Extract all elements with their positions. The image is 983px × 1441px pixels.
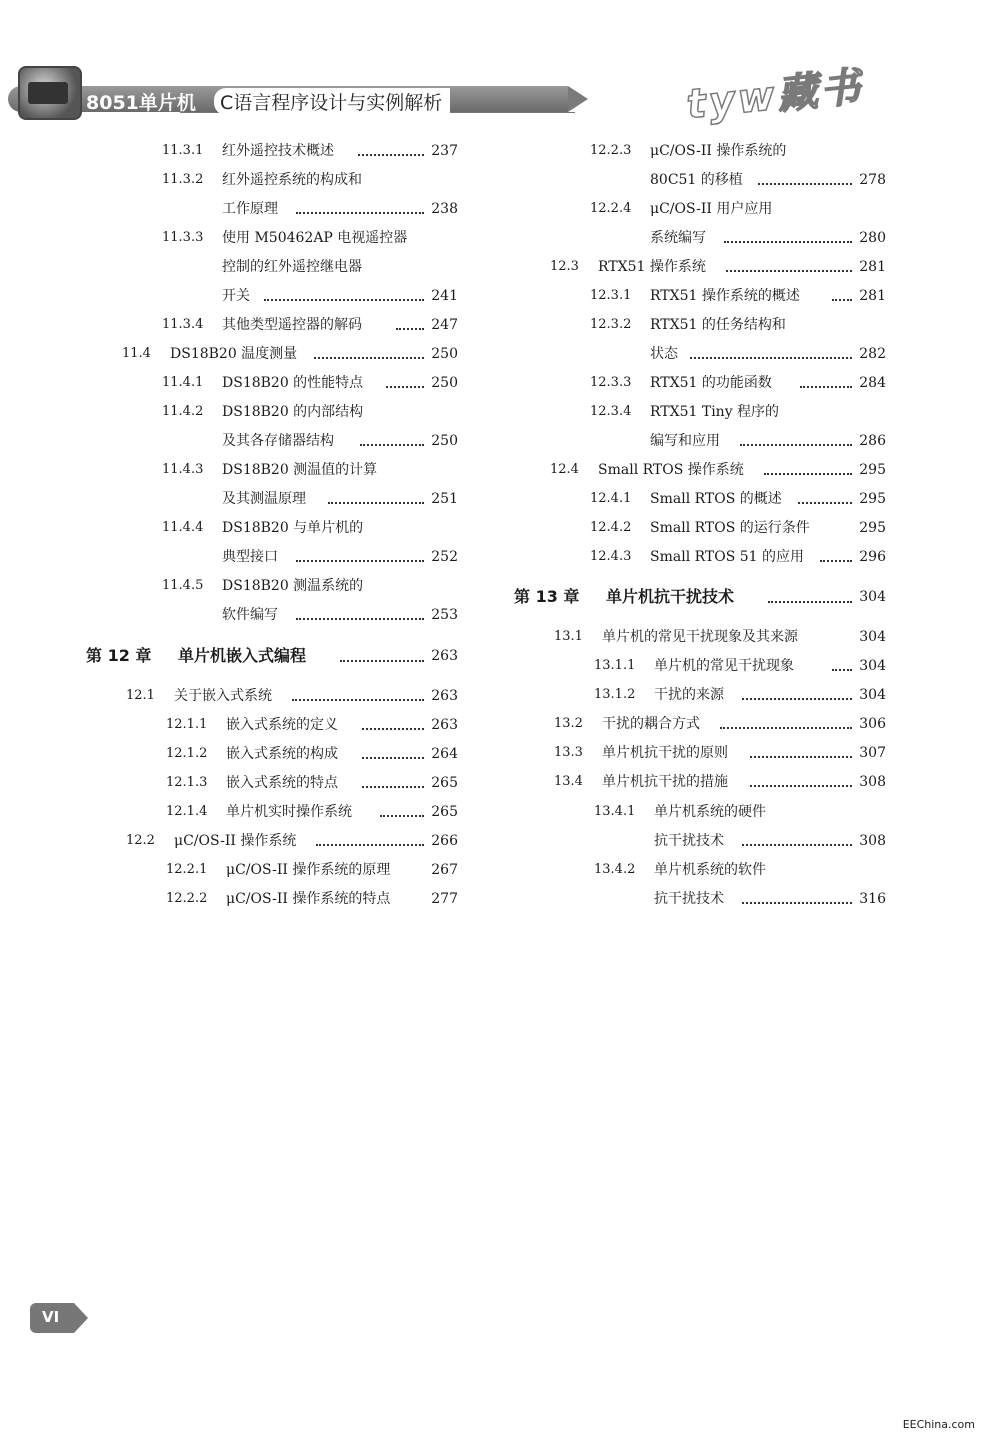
toc-entry[interactable]: 12.3.3 RTX51 的功能函数 284 — [590, 372, 886, 394]
toc-entry[interactable]: 及其测温原理 251 — [162, 488, 458, 510]
toc-entry[interactable]: 编写和应用 286 — [590, 430, 886, 452]
chip-board-icon — [18, 66, 82, 120]
toc-entry[interactable]: 12.4.2 Small RTOS 的运行条件 295 — [590, 520, 886, 536]
toc-entry[interactable]: 11.4.2 DS18B20 的内部结构 — [162, 404, 364, 420]
toc-entry[interactable]: 80C51 的移植 278 — [590, 169, 886, 191]
toc-entry[interactable]: 11.3.2 红外遥控系统的构成和 — [162, 172, 362, 188]
toc-entry[interactable]: 12.1 关于嵌入式系统 263 — [126, 685, 458, 707]
page-header — [0, 62, 580, 120]
chapter-entry[interactable]: 第 13 章 单片机抗干扰技术 304 — [514, 587, 886, 606]
book-subtitle: C语言程序设计与实例解析 — [214, 88, 450, 115]
toc-entry[interactable]: 抗干扰技术 308 — [594, 830, 886, 852]
toc-entry[interactable]: 13.1 单片机的常见干扰现象及其来源 304 — [554, 629, 886, 645]
toc-entry[interactable]: 抗干扰技术 316 — [594, 888, 886, 910]
toc-entry[interactable]: 及其各存储器结构 250 — [162, 430, 458, 452]
watermark-stamp: tyw藏书 — [684, 63, 866, 129]
toc-entry[interactable]: 软件编写 253 — [162, 604, 458, 626]
toc-entry[interactable]: 典型接口 252 — [162, 546, 458, 568]
toc-entry[interactable]: 11.4.1 DS18B20 的性能特点 250 — [162, 372, 458, 394]
toc-entry[interactable]: 12.2.4 μC/OS-II 用户应用 — [590, 201, 773, 217]
toc-entry[interactable]: 12.3 RTX51 操作系统 281 — [550, 256, 886, 278]
toc-entry[interactable]: 13.4.2 单片机系统的软件 — [594, 862, 766, 878]
toc-entry[interactable]: 控制的红外遥控继电器 — [222, 259, 362, 275]
toc-entry[interactable]: 12.1.2 嵌入式系统的构成 264 — [166, 743, 458, 765]
toc-entry[interactable]: 13.3 单片机抗干扰的原则 307 — [554, 742, 886, 764]
page-number-tab — [30, 1303, 74, 1333]
toc-entry[interactable]: 系统编写 280 — [590, 227, 886, 249]
toc-entry[interactable]: 12.2.3 μC/OS-II 操作系统的 — [590, 143, 787, 159]
page-number: VI — [42, 1308, 60, 1326]
toc-entry[interactable]: 13.1.2 干扰的来源 304 — [594, 684, 886, 706]
toc-entry[interactable]: 13.2 干扰的耦合方式 306 — [554, 713, 886, 735]
toc-entry[interactable]: 11.4.4 DS18B20 与单片机的 — [162, 520, 364, 536]
toc-entry[interactable]: 状态 282 — [590, 343, 886, 365]
toc-entry[interactable]: 11.4.5 DS18B20 测温系统的 — [162, 578, 364, 594]
toc-entry[interactable]: 12.3.4 RTX51 Tiny 程序的 — [590, 404, 780, 420]
toc-entry[interactable]: 12.4.3 Small RTOS 51 的应用 296 — [590, 546, 886, 568]
toc-entry[interactable]: 12.3.2 RTX51 的任务结构和 — [590, 317, 786, 333]
toc-entry[interactable]: 13.1.1 单片机的常见干扰现象 304 — [594, 655, 886, 677]
toc-entry[interactable]: 12.1.3 嵌入式系统的特点 265 — [166, 772, 458, 794]
toc-entry[interactable]: 11.3.3 使用 M50462AP 电视遥控器 — [162, 230, 408, 246]
toc-entry[interactable]: 11.4.3 DS18B20 测温值的计算 — [162, 462, 378, 478]
site-credit: EEChina.com — [902, 1418, 975, 1431]
toc-entry[interactable]: 13.4.1 单片机系统的硬件 — [594, 804, 766, 820]
toc-entry[interactable]: 11.4 DS18B20 温度测量 250 — [122, 343, 458, 365]
toc-entry[interactable]: 12.4.1 Small RTOS 的概述 295 — [590, 488, 886, 510]
toc-entry[interactable]: 工作原理 238 — [162, 198, 458, 220]
toc-entry[interactable]: 12.1.4 单片机实时操作系统 265 — [166, 801, 458, 823]
toc-entry[interactable]: 11.3.4 其他类型遥控器的解码 247 — [162, 314, 458, 336]
toc-entry[interactable]: 12.2.1 μC/OS-II 操作系统的原理 267 — [166, 862, 458, 878]
toc-entry[interactable]: 11.3.1 红外遥控技术概述 237 — [162, 140, 458, 162]
chapter-entry[interactable]: 第 12 章 单片机嵌入式编程 263 — [86, 646, 458, 665]
toc-entry[interactable]: 13.4 单片机抗干扰的措施 308 — [554, 771, 886, 793]
toc-entry[interactable]: 12.2 μC/OS-II 操作系统 266 — [126, 830, 458, 852]
book-title: 8051单片机 — [86, 92, 196, 114]
toc-entry[interactable]: 12.2.2 μC/OS-II 操作系统的特点 277 — [166, 891, 458, 907]
toc-entry[interactable]: 开关 241 — [162, 285, 458, 307]
toc-entry[interactable]: 12.4 Small RTOS 操作系统 295 — [550, 459, 886, 481]
toc-entry[interactable]: 12.1.1 嵌入式系统的定义 263 — [166, 714, 458, 736]
toc-entry[interactable]: 12.3.1 RTX51 操作系统的概述 281 — [590, 285, 886, 307]
